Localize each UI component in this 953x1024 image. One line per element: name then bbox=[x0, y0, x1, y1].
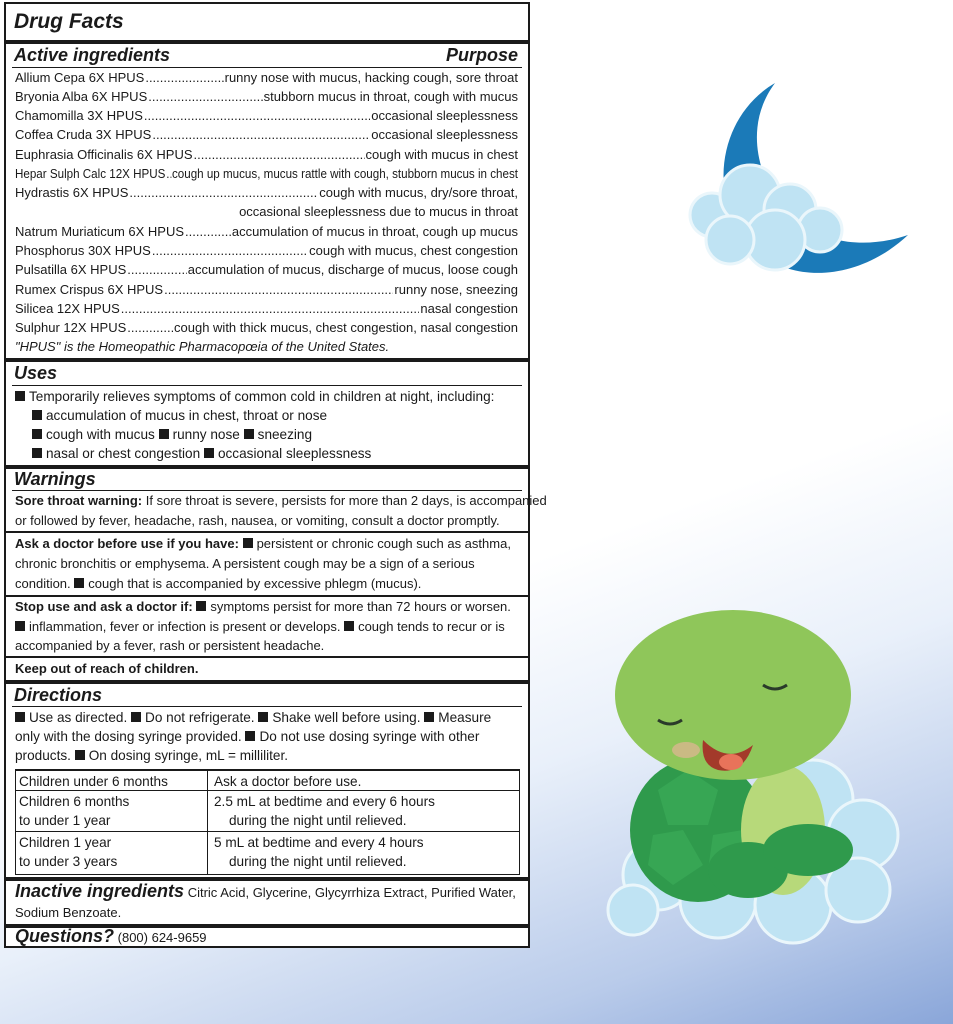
ingredient-purpose: cough with mucus in chest bbox=[365, 147, 518, 162]
turtle-icon bbox=[615, 610, 853, 902]
bullet-icon bbox=[75, 750, 85, 760]
ingredient-name: Hydrastis 6X HPUS bbox=[15, 185, 129, 200]
inactive-ingredients: Inactive ingredients Citric Acid, Glycerine, Glycyrrhiza Extract, Purified Water, bbox=[15, 881, 516, 901]
bullet-icon bbox=[32, 410, 42, 420]
leader-dots bbox=[194, 145, 365, 164]
active-ingredient-row bbox=[15, 87, 518, 106]
active-ingredient-row bbox=[15, 183, 518, 202]
turtle-illustration bbox=[598, 600, 918, 950]
table-row bbox=[16, 790, 519, 831]
ingredient-purpose: cough with thick mucus, chest congestion, nasal congestion bbox=[174, 320, 518, 335]
dose-cell: 2.5 mL at bedtime and every 6 hours during the night until relieved. bbox=[214, 794, 435, 828]
bullet-icon bbox=[32, 429, 42, 439]
bullet-icon bbox=[245, 731, 255, 741]
table-row bbox=[16, 831, 519, 872]
bullet-icon bbox=[244, 429, 254, 439]
inactive-ingredients: Sodium Benzoate. bbox=[15, 905, 122, 920]
ingredient-name: Rumex Crispus 6X HPUS bbox=[15, 282, 164, 297]
leader-dots bbox=[185, 222, 231, 241]
ingredient-name: Chamomilla 3X HPUS bbox=[15, 108, 143, 123]
bullet-icon bbox=[243, 538, 253, 548]
bullet-icon bbox=[32, 448, 42, 458]
ask-doctor-warning: condition. cough that is accompanied by excessive phlegm (mucus). bbox=[15, 576, 422, 591]
directions-line: Use as directed. Do not refrigerate. Shake well before using. Measure bbox=[15, 708, 491, 727]
moon-cloud-illustration bbox=[680, 75, 915, 290]
drug-facts-title: Drug Facts bbox=[14, 10, 124, 33]
ingredient-name: Phosphorus 30X HPUS bbox=[15, 243, 151, 258]
age-cell: Children under 6 months bbox=[19, 774, 168, 789]
ingredient-name: Euphrasia Officinalis 6X HPUS bbox=[15, 147, 193, 162]
uses-line: nasal or chest congestion occasional sleeplessness bbox=[32, 444, 371, 463]
ingredient-name: Silicea 12X HPUS bbox=[15, 301, 120, 316]
dose-cell: 5 mL at bedtime and every 4 hours during the night until relieved. bbox=[214, 835, 424, 869]
leader-dots bbox=[152, 125, 370, 144]
bullet-icon bbox=[196, 601, 206, 611]
questions-line: Questions? (800) 624-9659 bbox=[15, 926, 207, 946]
directions-line: only with the dosing syringe provided. Do not use dosing syringe with other bbox=[15, 729, 480, 744]
divider bbox=[6, 358, 528, 362]
bullet-icon bbox=[131, 712, 141, 722]
uses-line: accumulation of mucus in chest, throat or nose bbox=[32, 406, 327, 425]
dosing-table bbox=[15, 769, 520, 875]
directions-line: products. On dosing syringe, mL = milliliter. bbox=[15, 748, 289, 763]
active-ingredient-row bbox=[15, 280, 518, 299]
leader-dots bbox=[127, 318, 173, 337]
divider bbox=[6, 531, 528, 533]
purpose-continuation: occasional sleeplessness due to mucus in throat bbox=[239, 204, 518, 219]
active-ingredient-row bbox=[15, 106, 518, 125]
ingredient-purpose: accumulation of mucus in throat, cough up mucus bbox=[231, 224, 518, 239]
active-ingredient-row bbox=[15, 164, 518, 183]
ingredient-name: Allium Cepa 6X HPUS bbox=[15, 70, 145, 85]
bullet-icon bbox=[15, 712, 25, 722]
ask-doctor-warning: chronic bronchitis or emphysema. A persistent cough may be a sign of a serious bbox=[15, 556, 475, 571]
bullet-icon bbox=[204, 448, 214, 458]
stop-use-warning: accompanied by a fever, rash or persistent headache. bbox=[15, 638, 325, 653]
active-ingredient-row bbox=[15, 318, 518, 337]
leader-dots bbox=[164, 280, 393, 299]
divider bbox=[6, 40, 528, 44]
ingredient-purpose: occasional sleeplessness bbox=[371, 108, 518, 123]
ingredient-purpose: cough up mucus, mucus rattle with cough, stubborn mucus in chest bbox=[171, 166, 518, 181]
ingredient-purpose: runny nose with mucus, hacking cough, sore throat bbox=[224, 70, 518, 85]
drug-facts-label bbox=[4, 2, 547, 948]
active-ingredients-heading: Active ingredients bbox=[14, 45, 171, 65]
sore-throat-warning: or followed by fever, headache, rash, nausea, or vomiting, consult a doctor promptly. bbox=[15, 513, 500, 528]
bullet-icon bbox=[258, 712, 268, 722]
leader-dots bbox=[121, 299, 420, 318]
hpus-note: "HPUS" is the Homeopathic Pharmacopœia of the United States. bbox=[15, 339, 390, 354]
keep-out-of-reach: Keep out of reach of children. bbox=[15, 661, 199, 676]
active-ingredient-row bbox=[15, 260, 518, 279]
bullet-icon bbox=[15, 621, 25, 631]
divider bbox=[6, 680, 528, 684]
ingredient-purpose: nasal congestion bbox=[420, 301, 518, 316]
uses-line: Temporarily relieves symptoms of common cold in children at night, including: bbox=[15, 387, 494, 406]
leader-dots bbox=[166, 164, 171, 183]
divider bbox=[12, 385, 522, 386]
age-cell: Children 1 year to under 3 years bbox=[19, 835, 118, 869]
divider bbox=[6, 656, 528, 658]
bullet-icon bbox=[159, 429, 169, 439]
ingredient-name: Pulsatilla 6X HPUS bbox=[15, 262, 127, 277]
stop-use-warning: Stop use and ask a doctor if: symptoms persist for more than 72 hours or worsen. bbox=[15, 599, 511, 614]
directions-heading: Directions bbox=[14, 685, 103, 705]
bullet-icon bbox=[424, 712, 434, 722]
ingredient-purpose: runny nose, sneezing bbox=[394, 282, 518, 297]
ingredient-purpose: cough with mucus, chest congestion bbox=[309, 243, 518, 258]
leader-dots bbox=[129, 183, 318, 202]
ingredient-purpose: cough with mucus, dry/sore throat, bbox=[319, 185, 518, 200]
active-ingredient-row bbox=[15, 241, 518, 260]
bullet-icon bbox=[15, 391, 25, 401]
leader-dots bbox=[127, 260, 186, 279]
active-ingredient-row bbox=[15, 125, 518, 144]
ingredient-name: Bryonia Alba 6X HPUS bbox=[15, 89, 148, 104]
bullet-icon bbox=[74, 578, 84, 588]
ask-doctor-warning: Ask a doctor before use if you have: persistent or chronic cough such as asthma, bbox=[15, 536, 511, 551]
active-ingredient-row bbox=[15, 222, 518, 241]
table-row bbox=[16, 770, 519, 791]
uses-line: cough with mucus runny nose sneezing bbox=[32, 425, 312, 444]
ingredient-purpose: occasional sleeplessness bbox=[371, 127, 518, 142]
ingredient-name: Natrum Muriaticum 6X HPUS bbox=[15, 224, 185, 239]
ingredient-name: Coffea Cruda 3X HPUS bbox=[15, 127, 152, 142]
age-cell: Children 6 months to under 1 year bbox=[19, 794, 130, 828]
leader-dots bbox=[145, 68, 223, 87]
ingredient-name: Sulphur 12X HPUS bbox=[15, 320, 127, 335]
leader-dots bbox=[144, 106, 370, 125]
bullet-icon bbox=[344, 621, 354, 631]
purpose-heading: Purpose bbox=[445, 45, 518, 65]
dose-cell: Ask a doctor before use. bbox=[214, 774, 362, 789]
active-ingredient-row bbox=[15, 68, 518, 87]
uses-heading: Uses bbox=[14, 363, 58, 383]
ingredient-purpose: accumulation of mucus, discharge of mucus, loose cough bbox=[187, 262, 518, 277]
sore-throat-warning: Sore throat warning: If sore throat is severe, persists for more than 2 days, is accompanied bbox=[15, 493, 547, 508]
leader-dots bbox=[152, 241, 308, 260]
ingredient-name: Hepar Sulph Calc 12X HPUS bbox=[15, 166, 166, 181]
leader-dots bbox=[148, 87, 262, 106]
stop-use-warning: inflammation, fever or infection is present or develops. cough tends to recur or is bbox=[15, 617, 505, 636]
active-ingredient-row bbox=[15, 145, 518, 164]
divider bbox=[12, 706, 522, 707]
warnings-heading: Warnings bbox=[14, 469, 96, 489]
active-ingredient-row bbox=[15, 299, 518, 318]
ingredient-purpose: stubborn mucus in throat, cough with mucus bbox=[263, 89, 518, 104]
